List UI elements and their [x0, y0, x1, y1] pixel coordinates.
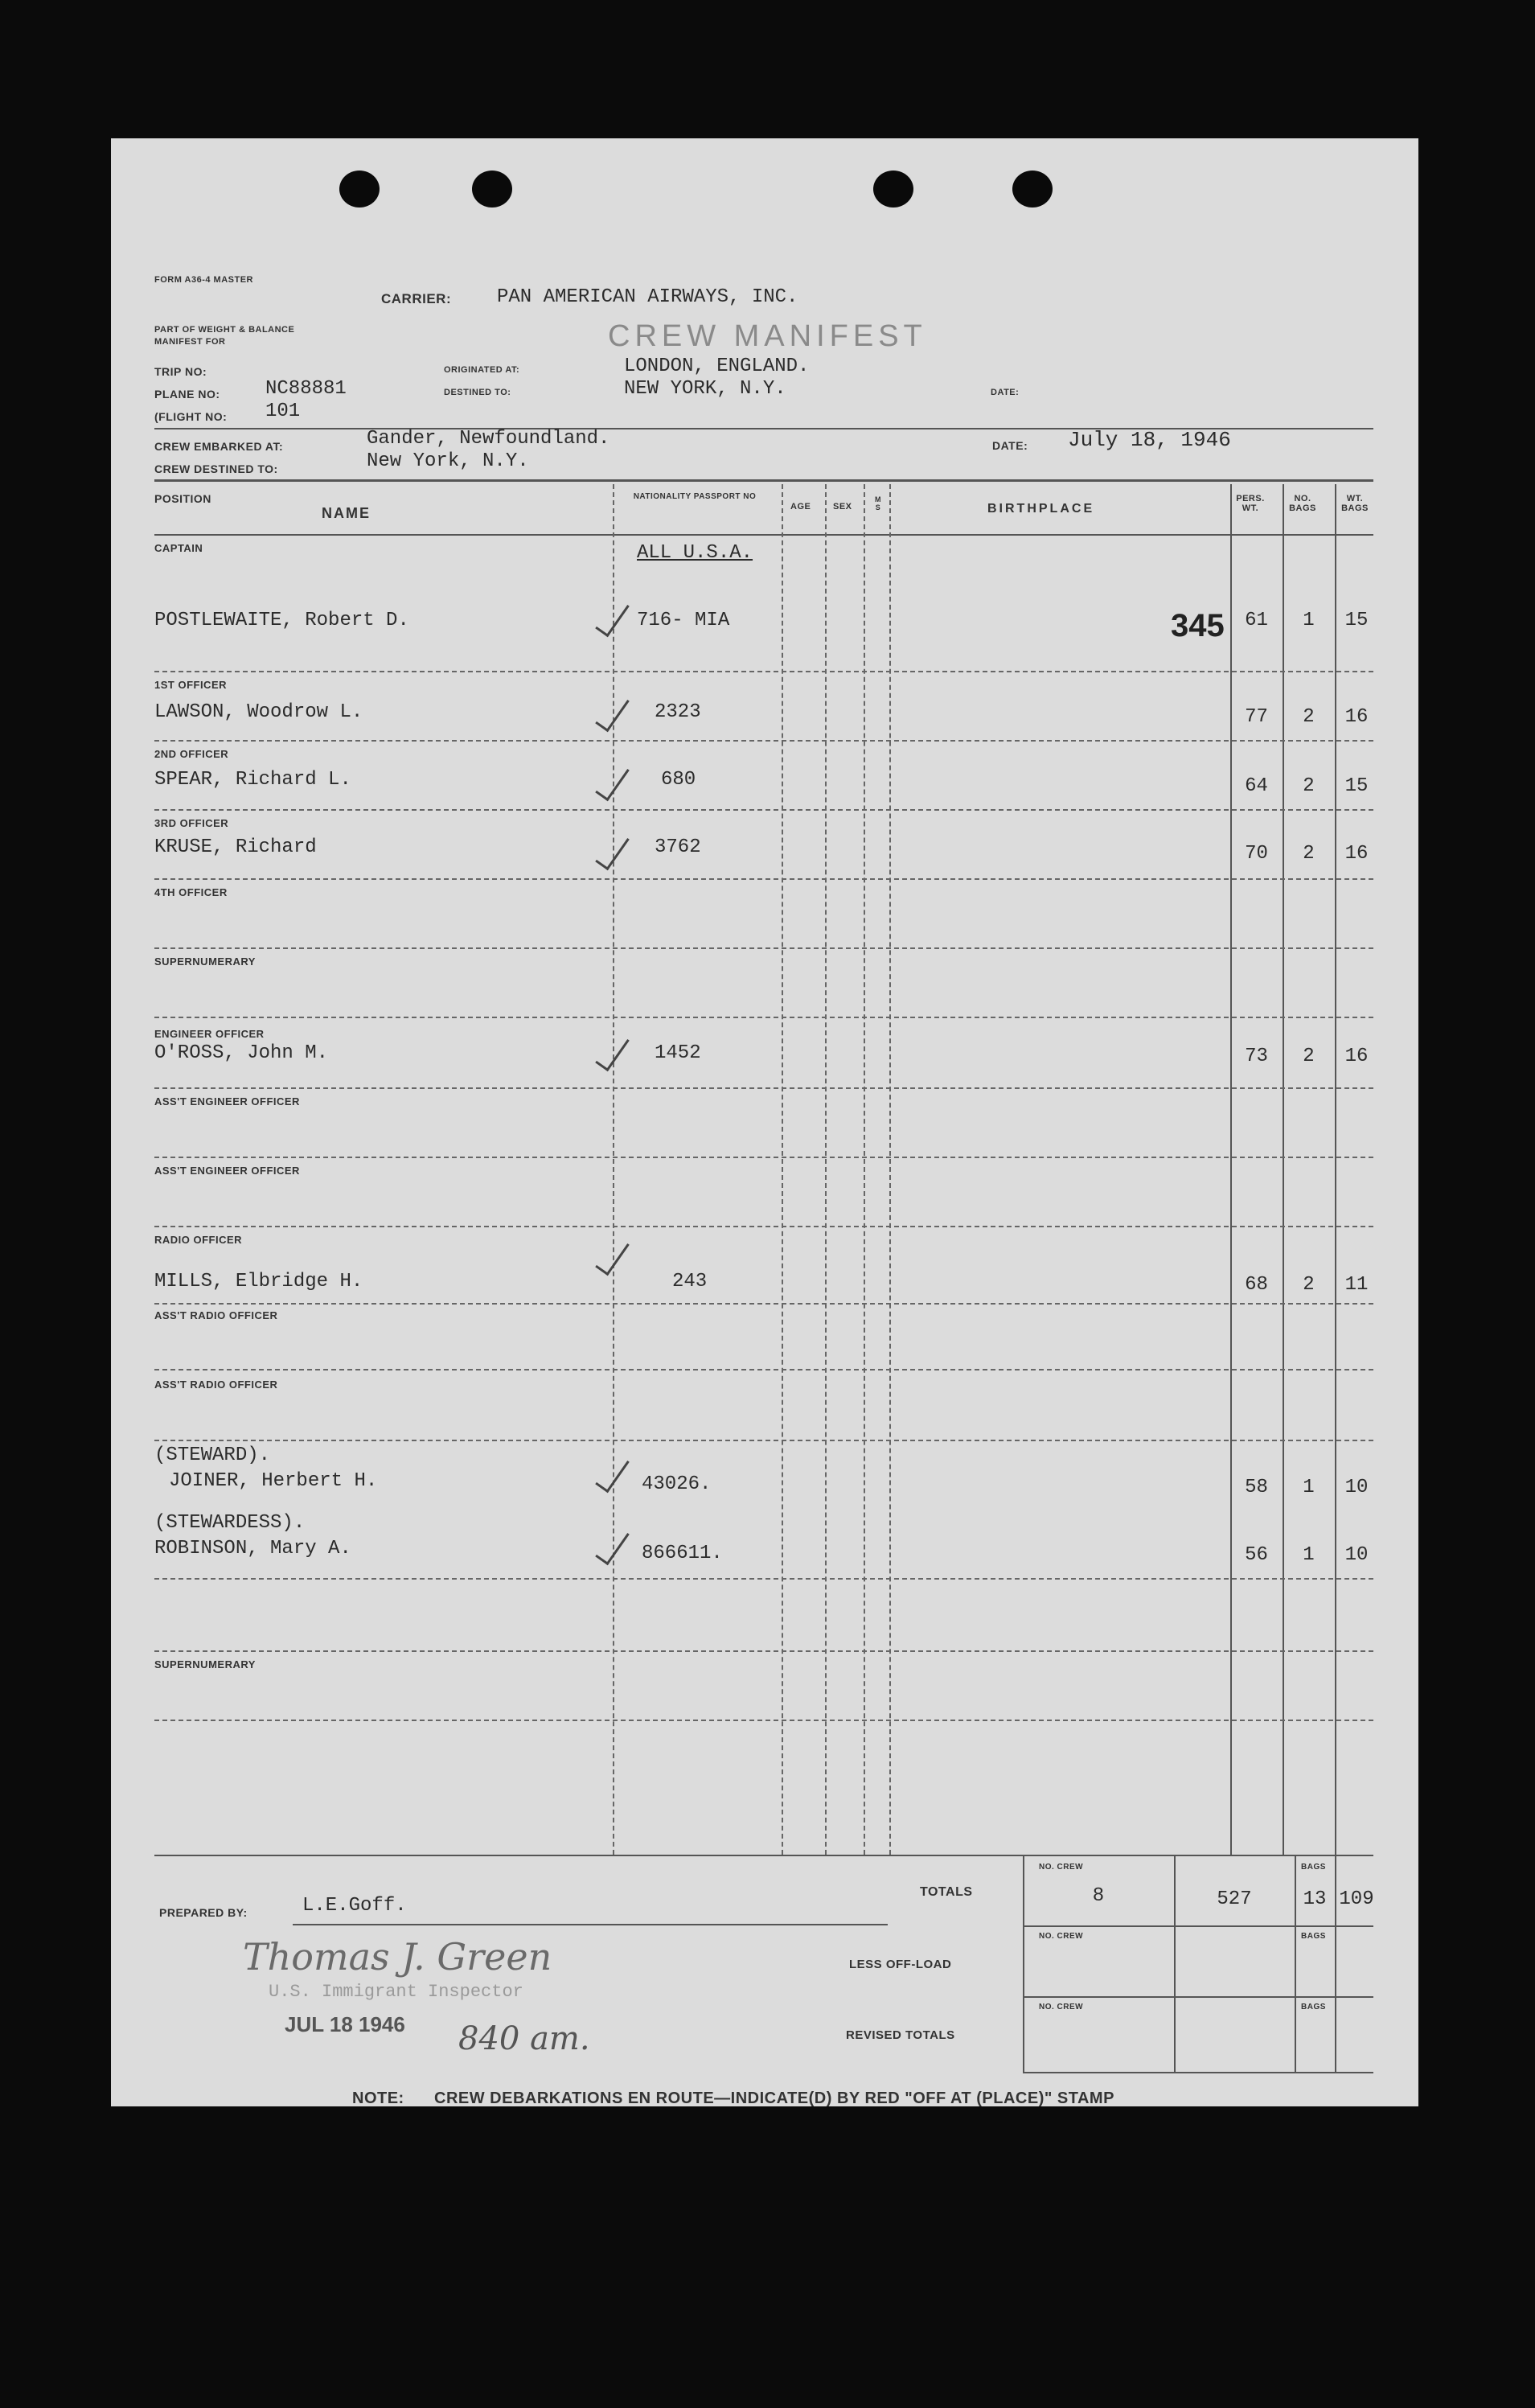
- less-offload-label: LESS OFF-LOAD: [849, 1958, 952, 1971]
- prepared-value: L.E.Goff.: [302, 1895, 407, 1917]
- row-name: ROBINSON, Mary A.: [154, 1538, 351, 1559]
- originated-label: ORIGINATED AT:: [444, 365, 520, 375]
- row-passport: 2323: [655, 701, 701, 723]
- punch-hole: [873, 171, 913, 208]
- crew-destined-label: CREW DESTINED TO:: [154, 462, 278, 475]
- row-position: ENGINEER OFFICER: [154, 1028, 265, 1040]
- carrier-value: PAN AMERICAN AIRWAYS, INC.: [497, 286, 798, 308]
- flight-label: (FLIGHT NO:: [154, 410, 228, 423]
- crew-destined-value: New York, N.Y.: [367, 450, 529, 472]
- document-title: CREW MANIFEST: [608, 319, 927, 353]
- punch-hole: [339, 171, 380, 208]
- row-pers-wt: 70: [1245, 843, 1268, 865]
- row-no-bags: 2: [1303, 843, 1315, 865]
- total-weight: 527: [1217, 1888, 1252, 1910]
- row-no-bags: 2: [1303, 1274, 1315, 1296]
- row-position: 4TH OFFICER: [154, 886, 228, 898]
- row-role-note: (STEWARDESS).: [154, 1512, 306, 1534]
- total-bag-weight: 109: [1339, 1888, 1374, 1910]
- row-position: RADIO OFFICER: [154, 1234, 243, 1246]
- col-nationality: NATIONALITY PASSPORT NO: [633, 492, 757, 501]
- part-of-label-1: PART OF WEIGHT & BALANCE: [154, 325, 295, 335]
- nationality-note: ALL U.S.A.: [637, 542, 753, 564]
- row-passport: 243: [672, 1271, 708, 1292]
- row-position: SUPERNUMERARY: [154, 1658, 256, 1670]
- col-wt-bags: WT. BAGS: [1341, 494, 1369, 513]
- row-pers-wt: 56: [1245, 1544, 1268, 1566]
- row-name: JOINER, Herbert H.: [169, 1470, 378, 1492]
- row-name: LAWSON, Woodrow L.: [154, 701, 363, 723]
- handwritten-time: 840 am.: [458, 2020, 590, 2057]
- note-text: CREW DEBARKATIONS EN ROUTE—INDICATE(D) BY RED "OFF AT (PLACE)" STAMP: [434, 2090, 1114, 2106]
- row-position: ASS'T ENGINEER OFFICER: [154, 1095, 300, 1107]
- row-name: SPEAR, Richard L.: [154, 769, 351, 791]
- row-passport: 866611.: [642, 1543, 723, 1564]
- row-name: O'ROSS, John M.: [154, 1042, 329, 1064]
- destined-label: DESTINED TO:: [444, 388, 511, 397]
- row-passport: 43026.: [642, 1473, 712, 1495]
- row-role-note: (STEWARD).: [154, 1444, 271, 1466]
- row-passport: 1452: [655, 1042, 701, 1064]
- inspector-stamp: U.S. Immigrant Inspector: [269, 1982, 523, 2002]
- row-no-bags: 2: [1303, 706, 1315, 728]
- punch-hole: [1012, 171, 1053, 208]
- form-number: FORM A36-4 MASTER: [154, 275, 253, 285]
- row-no-bags: 1: [1303, 610, 1315, 631]
- row-pers-wt: 64: [1245, 775, 1268, 797]
- part-of-label-2: MANIFEST FOR: [154, 337, 226, 347]
- prepared-label: PREPARED BY:: [159, 1906, 248, 1919]
- row-position: 3RD OFFICER: [154, 817, 229, 829]
- row-name: KRUSE, Richard: [154, 836, 317, 858]
- row-wt-bags: 16: [1344, 1046, 1369, 1067]
- row-passport: 680: [661, 769, 696, 791]
- destined-value: NEW YORK, N.Y.: [624, 378, 786, 400]
- plane-value: NC88881: [265, 378, 347, 400]
- total-crew: 8: [1092, 1885, 1105, 1907]
- row-pers-wt: 77: [1245, 706, 1268, 728]
- trip-label: TRIP NO:: [154, 365, 207, 378]
- no-crew-label: NO. CREW: [1039, 1932, 1084, 1941]
- originated-value: LONDON, ENGLAND.: [624, 355, 810, 377]
- row-position: ASS'T ENGINEER OFFICER: [154, 1165, 300, 1177]
- row-no-bags: 2: [1303, 775, 1315, 797]
- row-pers-wt: 61: [1245, 610, 1268, 631]
- row-wt-bags: 10: [1344, 1477, 1369, 1498]
- total-bags: 13: [1303, 1888, 1327, 1910]
- col-position: POSITION: [154, 492, 211, 505]
- stamp-date: JUL 18 1946: [285, 2012, 405, 2036]
- plane-label: PLANE NO:: [154, 388, 220, 401]
- crew-embarked-label: CREW EMBARKED AT:: [154, 440, 284, 453]
- row-wt-bags: 10: [1344, 1544, 1369, 1566]
- col-name: NAME: [322, 505, 371, 521]
- row-no-bags: 1: [1303, 1544, 1315, 1566]
- row-position: 2ND OFFICER: [154, 748, 229, 760]
- flight-value: 101: [265, 401, 301, 422]
- row-annotation: 345: [1171, 608, 1225, 643]
- row-position: SUPERNUMERARY: [154, 955, 256, 968]
- row-name: POSTLEWAITE, Robert D.: [154, 610, 409, 631]
- row-passport: 3762: [655, 836, 701, 858]
- no-crew-label: NO. CREW: [1039, 1863, 1084, 1872]
- crew-embarked-value: Gander, Newfoundland.: [367, 428, 610, 450]
- row-no-bags: 2: [1303, 1046, 1315, 1067]
- carrier-label: CARRIER:: [381, 291, 452, 306]
- date-label-1: DATE:: [991, 388, 1020, 397]
- row-pers-wt: 73: [1245, 1046, 1268, 1067]
- col-birthplace: BIRTHPLACE: [987, 502, 1095, 516]
- no-crew-label: NO. CREW: [1039, 2003, 1084, 2011]
- col-age: AGE: [790, 502, 811, 512]
- row-position: ASS'T RADIO OFFICER: [154, 1309, 278, 1321]
- row-position: CAPTAIN: [154, 542, 203, 554]
- manifest-sheet: [111, 138, 1418, 2106]
- row-wt-bags: 16: [1344, 843, 1369, 865]
- date-label-2: DATE:: [992, 439, 1028, 452]
- col-ms: M S: [875, 495, 881, 512]
- revised-totals-label: REVISED TOTALS: [846, 2028, 955, 2042]
- row-pers-wt: 58: [1245, 1477, 1268, 1498]
- totals-label: TOTALS: [920, 1885, 973, 1899]
- inspector-signature: Thomas J. Green: [243, 1935, 552, 1979]
- row-position: 1ST OFFICER: [154, 679, 228, 691]
- row-position: ASS'T RADIO OFFICER: [154, 1379, 278, 1391]
- row-wt-bags: 16: [1344, 706, 1369, 728]
- bags-label: BAGS: [1301, 1863, 1326, 1872]
- bags-label: BAGS: [1301, 1932, 1326, 1941]
- bags-label: BAGS: [1301, 2003, 1326, 2011]
- row-pers-wt: 68: [1245, 1274, 1268, 1296]
- row-wt-bags: 15: [1344, 610, 1369, 631]
- row-name: MILLS, Elbridge H.: [154, 1271, 363, 1292]
- col-pers-wt: PERS. WT.: [1236, 494, 1265, 513]
- row-passport: 716- MIA: [637, 610, 730, 631]
- row-wt-bags: 15: [1344, 775, 1369, 797]
- col-no-bags: NO. BAGS: [1289, 494, 1316, 513]
- col-sex: SEX: [833, 502, 852, 512]
- note-label: NOTE:: [352, 2090, 404, 2106]
- row-no-bags: 1: [1303, 1477, 1315, 1498]
- row-wt-bags: 11: [1344, 1274, 1369, 1296]
- date-value: July 18, 1946: [1068, 428, 1231, 452]
- punch-hole: [472, 171, 512, 208]
